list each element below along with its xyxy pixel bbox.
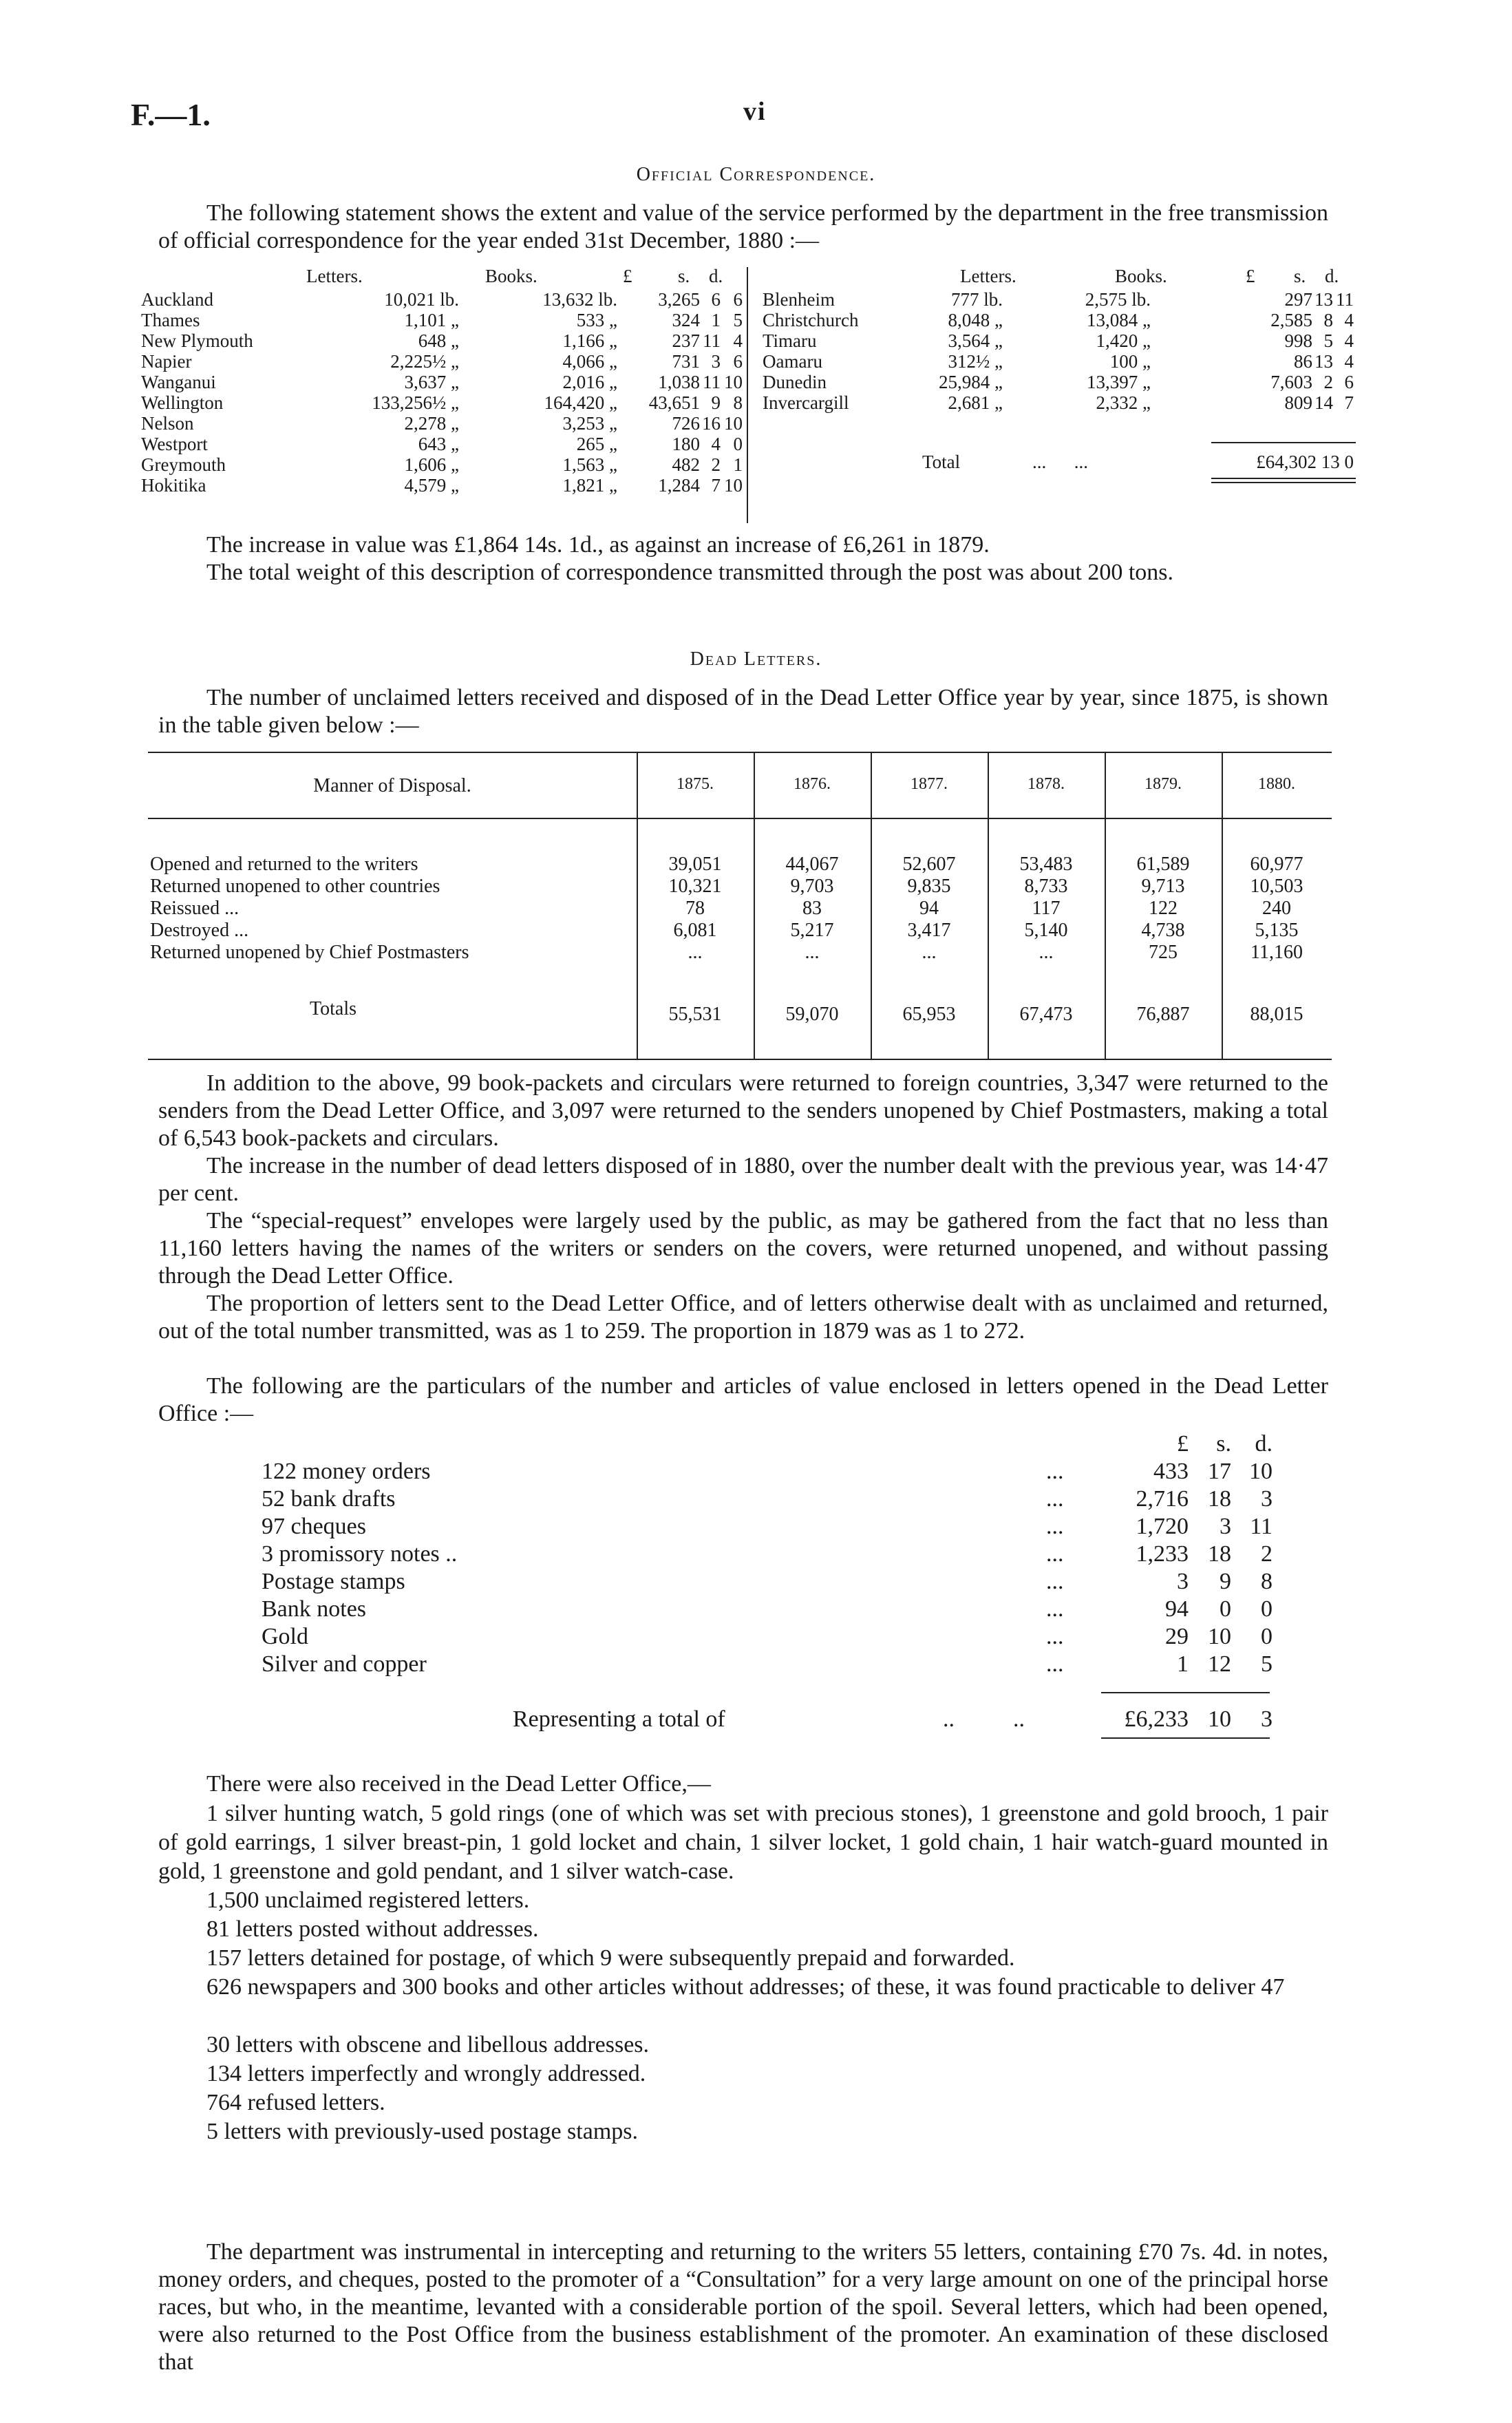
official-right-pound: 297 [1284,289,1312,310]
dl-cell-value: 4,738 [1141,920,1185,941]
dl-cell-value: 5,140 [1024,920,1068,941]
dead-p2: The increase in the number of dead letters disposed of in 1880, over the number dealt with the previous year, was 14·47 per cent. [158,1153,1328,1206]
valuable-leaders: ... [1046,1624,1064,1649]
official-left-books: 1,821 „ [562,475,617,496]
official-left-shilling: 11 [703,372,721,392]
official-left-place: Greymouth [141,454,226,475]
dl-row-label: Reissued ... [150,898,239,919]
official-left-place: Auckland [141,289,213,310]
received-item: 626 newspapers and 300 books and other articles without addresses; of these, it was found practicable to deliver 47 [206,1974,1285,2000]
official-right-place: Oamaru [763,351,822,372]
official-right-pound: 2,585 [1270,310,1312,330]
official-left-letters: 2,225½ „ [390,351,459,372]
official-right-letters: 2,681 „ [948,392,1003,413]
valuable-shilling: 0 [1220,1596,1231,1622]
head-books-right: Books. [1115,266,1167,286]
dead-intro: The number of unclaimed letters received and disposed of in the Dead Letter Office year by year, since 1875, is shown in the table given below :— [158,685,1328,738]
dl-cell-value: 3,417 [907,920,951,941]
official-right-shilling: 2 [1323,372,1333,392]
valuable-item: Postage stamps [262,1569,405,1594]
page-reference: F.—1. [131,97,211,132]
official-right-row [0,310,1512,330]
valuable-item: 52 bank drafts [262,1486,396,1512]
valuables-heads: £ s. d. [1177,1431,1273,1457]
dl-cell-value: 5,217 [790,920,834,941]
valuable-pound: 29 [1165,1624,1189,1649]
dl-row-label: Opened and returned to the writers [150,854,418,875]
official-right-shilling: 8 [1323,310,1333,330]
official-right-place: Blenheim [763,289,835,310]
received-item: 5 letters with previously-used postage stamps. [206,2119,639,2144]
official-left-penny: 6 [733,351,743,372]
official-left-books: 4,066 „ [562,351,617,372]
official-right-place: Invercargill [763,392,849,413]
official-right-place: Dunedin [763,372,827,392]
official-right-row [0,392,1512,413]
dl-cell-value: 61,589 [1136,854,1190,875]
dl-row-label: Returned unopened by Chief Postmasters [150,942,469,963]
valuables-total-row: Representing a total of .. .. £6,233 10 3 [513,1706,1273,1732]
dl-head-year: 1877. [911,775,948,793]
head-penny-right: d. [1325,266,1339,286]
head-letters-right: Letters. [960,266,1016,286]
closing-paragraph: The department was instrumental in intercepting and returning to the writers 55 letters, containing £70 7s. 4d. in notes, money orders, and cheques, posted to the promoter of a “Consultation” for a very large amount on one of the principal horse races, but who, in the meantime, levanted with a considerable portion of the spoil. Several letters, which had been opened, were also returned to the Post Office from the business establishment of the promoter. An examination of these disclosed that [158,2239,1328,2375]
official-col-heads [0,266,1512,286]
official-increase: The increase in value was £1,864 14s. 1d., as against an increase of £6,261 in 1879. [206,532,990,558]
valuable-penny: 0 [1261,1596,1273,1622]
valuable-penny: 0 [1261,1624,1273,1649]
official-left-shilling: 9 [711,392,721,413]
official-right-place: Timaru [763,330,817,351]
official-right-shilling: 5 [1323,330,1333,351]
official-right-books: 2,575 lb. [1085,289,1151,310]
dl-cell-value: 725 [1149,942,1178,963]
dead-p3: The “special-request” envelopes were largely used by the public, as may be gathered from the fact that no less than 11,160 letters having the names of the writers or senders on the covers, were returned unopened, and without passing through the Dead Letter Office. [158,1208,1328,1289]
dl-cell-value: 9,703 [790,876,834,897]
valuable-item: Bank notes [262,1596,367,1622]
also-received: There were also received in the Dead Letter Office,— [206,1771,711,1797]
valuable-leaders: ... [1046,1514,1064,1539]
valuable-shilling: 3 [1220,1514,1231,1539]
dl-cell-value: 6,081 [673,920,717,941]
received-item: 157 letters detained for postage, of which 9 were subsequently prepaid and forwarded. [206,1945,1015,1971]
official-left-penny: 4 [733,330,743,351]
dead-p5: The following are the particulars of the number and articles of value enclosed in letters opened in the Dead Letter Office :— [158,1373,1328,1426]
official-right-penny: 4 [1344,330,1354,351]
official-right-penny: 7 [1344,392,1354,413]
dl-cell-value: 9,713 [1141,876,1185,897]
official-left-books: 3,253 „ [562,413,617,434]
official-right-letters: 312½ „ [948,351,1003,372]
valuable-pound: 94 [1165,1596,1189,1622]
dl-total-value: 55,531 [668,1004,722,1025]
received-item: 81 letters posted without addresses. [206,1916,539,1942]
official-left-letters: 648 „ [418,330,459,351]
official-right-penny: 4 [1344,351,1354,372]
official-right-penny: 4 [1344,310,1354,330]
official-left-pound: 43,651 [648,392,700,413]
valuables-total-label: Representing a total of [513,1706,725,1732]
official-right-books: 1,420 „ [1096,330,1151,351]
valuable-pound: 1 [1177,1651,1189,1677]
official-right-letters: 8,048 „ [948,310,1003,330]
official-left-penny: 1 [733,454,743,475]
valuable-shilling: 18 [1208,1541,1231,1567]
official-left-pound: 1,038 [658,372,700,392]
official-right-row [0,372,1512,392]
official-right-row [0,289,1512,310]
valuable-penny: 3 [1261,1486,1273,1512]
dead-p1: In addition to the above, 99 book-packets and circulars were returned to foreign countries, 3,347 were returned to the senders from the Dead Letter Office, and 3,097 were returned to the senders unopened by Chief Postmasters, making a total of 6,543 book-packets and circulars. [158,1070,1328,1151]
dl-cell-value: 117 [1032,898,1061,919]
official-left-shilling: 11 [703,330,721,351]
valuable-penny: 10 [1249,1459,1273,1484]
official-left-letters: 133,256½ „ [372,392,459,413]
dl-cell-value: 10,321 [668,876,722,897]
official-right-pound: 86 [1294,351,1312,372]
official-left-pound: 482 [672,454,700,475]
valuables-total-shilling: 10 [1208,1706,1231,1732]
official-left-books: 265 „ [576,434,617,454]
dl-head-manner: Manner of Disposal. [313,775,471,796]
valuable-leaders: ... [1046,1651,1064,1677]
official-left-shilling: 3 [711,351,721,372]
dl-cell-value: 78 [685,898,705,919]
valuable-shilling: 17 [1208,1459,1231,1484]
valuable-item: 97 cheques [262,1514,367,1539]
official-left-penny: 6 [733,289,743,310]
received-item: 764 refused letters. [206,2090,385,2115]
official-left-penny: 0 [733,434,743,454]
official-left-place: Hokitika [141,475,206,496]
official-left-pound: 1,284 [658,475,700,496]
dead-letters-title: Dead Letters. [690,648,822,670]
valuable-row [0,1651,1512,1678]
dl-total-value: 88,015 [1250,1004,1303,1025]
dl-cell-value: 83 [802,898,822,919]
official-right-shilling: 13 [1314,351,1333,372]
official-left-letters: 1,606 „ [404,454,459,475]
official-left-row [0,413,1512,434]
official-right-row [0,330,1512,351]
official-right-books: 100 „ [1109,351,1151,372]
valuable-row [0,1568,1512,1596]
valuable-penny: 2 [1261,1541,1273,1567]
official-left-letters: 643 „ [418,434,459,454]
valuable-pound: 1,720 [1136,1514,1189,1539]
official-total-label: Total [922,452,961,472]
official-left-letters: 3,637 „ [404,372,459,392]
valuable-pound: 3 [1177,1569,1189,1594]
dl-cell-value: 11,160 [1250,942,1303,963]
head-penny-left: d. [709,266,723,286]
valuable-shilling: 12 [1208,1651,1231,1677]
dl-head-year: 1875. [677,775,714,793]
official-left-place: Westport [141,434,208,454]
official-left-penny: 10 [724,475,743,496]
head-shilling-left: s. [678,266,690,286]
official-left-books: 13,632 lb. [542,289,617,310]
official-left-shilling: 4 [711,434,721,454]
dl-cell-value: 44,067 [785,854,839,875]
valuable-shilling: 10 [1208,1624,1231,1649]
dl-head-year: 1880. [1258,775,1295,793]
official-left-books: 1,563 „ [562,454,617,475]
official-left-shilling: 7 [711,475,721,496]
official-left-penny: 8 [733,392,743,413]
official-divider [747,267,748,523]
dl-cell-value: 5,135 [1255,920,1299,941]
official-left-penny: 10 [724,413,743,434]
dl-cell-value: 53,483 [1019,854,1073,875]
head-books-left: Books. [485,266,537,286]
official-left-letters: 10,021 lb. [384,289,459,310]
dl-cell-value: ... [922,942,937,963]
official-right-shilling: 13 [1314,289,1333,310]
official-left-pound: 237 [672,330,700,351]
valuable-penny: 8 [1261,1569,1273,1594]
official-left-penny: 5 [733,310,743,330]
dl-row-label: Returned unopened to other countries [150,876,440,897]
official-right-books: 13,084 „ [1087,310,1151,330]
valuables-total-pound: £6,233 [1124,1706,1189,1732]
dl-cell-value: 240 [1262,898,1291,919]
dl-cell-value: 94 [919,898,939,919]
official-left-shilling: 2 [711,454,721,475]
official-right-letters: 777 lb. [950,289,1003,310]
official-left-pound: 726 [672,413,700,434]
official-left-books: 1,166 „ [562,330,617,351]
official-right-books: 13,397 „ [1087,372,1151,392]
official-left-letters: 4,579 „ [404,475,459,496]
official-left-books: 533 „ [576,310,617,330]
received-item: 1 silver hunting watch, 5 gold rings (one of which was set with precious stones), 1 greenstone and gold brooch, 1 pair of gold earrings, 1 silver breast-pin, 1 gold locket and chain, 1 silver locket, 1 gold chain, 1 hair watch-guard mounted in gold, 1 greenstone and gold pendant, and 1 silver watch-case. [158,1801,1328,1884]
official-total-row: Total ... ... £64,302 13 0 [922,452,1354,472]
head-pound-left: £ [623,266,632,286]
received-item: 30 letters with obscene and libellous addresses. [206,2032,650,2057]
valuable-pound: 1,233 [1136,1541,1189,1567]
valuable-penny: 5 [1261,1651,1273,1677]
dl-cell-value: 9,835 [907,876,951,897]
dl-head-year: 1876. [794,775,831,793]
valuable-item: 122 money orders [262,1459,431,1484]
official-right-penny: 11 [1336,289,1354,310]
dl-cell-value: 39,051 [668,854,722,875]
dl-cell-value: 60,977 [1250,854,1303,875]
head-shilling-right: s. [1294,266,1306,286]
dl-cell-value: 10,503 [1250,876,1303,897]
official-right-shilling: 14 [1314,392,1333,413]
dl-total-value: 65,953 [902,1004,956,1025]
valuable-row [0,1596,1512,1623]
dl-head-year: 1879. [1144,775,1182,793]
official-right-books: 2,332 „ [1096,392,1151,413]
valuable-shilling: 9 [1220,1569,1231,1594]
valuable-item: 3 promissory notes .. [262,1541,458,1567]
official-left-place: Wanganui [141,372,216,392]
valuable-penny: 11 [1250,1514,1273,1539]
official-right-pound: 7,603 [1270,372,1312,392]
valuable-row [0,1513,1512,1541]
official-left-letters: 2,278 „ [404,413,459,434]
official-left-pound: 180 [672,434,700,454]
valuable-leaders: ... [1046,1569,1064,1594]
valuable-row [0,1458,1512,1485]
official-right-row [0,351,1512,372]
official-right-pound: 998 [1284,330,1312,351]
dl-row-label: Destroyed ... [150,920,249,941]
dl-cell-value: 52,607 [902,854,956,875]
official-left-shilling: 1 [711,310,721,330]
valuable-row [0,1541,1512,1568]
official-right-letters: 3,564 „ [948,330,1003,351]
official-left-place: Nelson [141,413,194,434]
valuable-row [0,1485,1512,1513]
valuable-shilling: 18 [1208,1486,1231,1512]
official-left-pound: 3,265 [658,289,700,310]
dl-cell-value: 8,733 [1024,876,1068,897]
valuable-leaders: ... [1046,1459,1064,1484]
dl-cell-value: ... [1039,942,1054,963]
official-right-letters: 25,984 „ [939,372,1003,392]
official-right-place: Christchurch [763,310,859,330]
valuable-item: Silver and copper [262,1651,427,1677]
official-right-penny: 6 [1344,372,1354,392]
valuables-total-penny: 3 [1261,1706,1273,1732]
dl-total-value: 67,473 [1019,1004,1073,1025]
official-left-shilling: 6 [711,289,721,310]
official-left-place: New Plymouth [141,330,253,351]
dl-cell-value: 122 [1149,898,1178,919]
official-left-penny: 10 [724,372,743,392]
dl-total-value: 76,887 [1136,1004,1190,1025]
official-left-books: 2,016 „ [562,372,617,392]
official-left-pound: 324 [672,310,700,330]
dl-total-value: 59,070 [785,1004,839,1025]
valuable-row [0,1623,1512,1651]
page-number: vi [743,97,767,126]
official-left-place: Napier [141,351,192,372]
official-left-place: Thames [141,310,200,330]
official-left-shilling: 16 [702,413,721,434]
dl-totals-label: Totals [310,998,357,1019]
official-correspondence-title: Official Correspondence. [636,164,876,185]
official-total-value: £64,302 13 0 [1256,452,1354,472]
official-left-letters: 1,101 „ [404,310,459,330]
official-left-books: 164,420 „ [544,392,617,413]
received-item: 134 letters imperfectly and wrongly addressed. [206,2061,646,2086]
head-letters-left: Letters. [306,266,363,286]
valuable-item: Gold [262,1624,308,1649]
received-item: 1,500 unclaimed registered letters. [206,1887,530,1913]
dl-cell-value: ... [805,942,820,963]
valuable-leaders: ... [1046,1541,1064,1567]
official-left-place: Wellington [141,392,224,413]
head-pound-right: £ [1246,266,1255,286]
dl-cell-value: ... [688,942,703,963]
official-weight: The total weight of this description of correspondence transmitted through the post was about 200 tons. [206,560,1174,585]
valuable-pound: 2,716 [1136,1486,1189,1512]
valuable-pound: 433 [1153,1459,1189,1484]
valuable-leaders: ... [1046,1486,1064,1512]
official-left-pound: 731 [672,351,700,372]
dead-p4: The proportion of letters sent to the Dead Letter Office, and of letters otherwise dealt with as unclaimed and returned, out of the total number transmitted, was as 1 to 259. The proportion in 1879 was as 1 to 272. [158,1291,1328,1344]
official-right-pound: 809 [1284,392,1312,413]
official-intro: The following statement shows the extent and value of the service performed by the department in the free transmission of official correspondence for the year ended 31st December, 1880 :— [158,200,1328,253]
valuable-leaders: ... [1046,1596,1064,1622]
dl-head-year: 1878. [1027,775,1065,793]
